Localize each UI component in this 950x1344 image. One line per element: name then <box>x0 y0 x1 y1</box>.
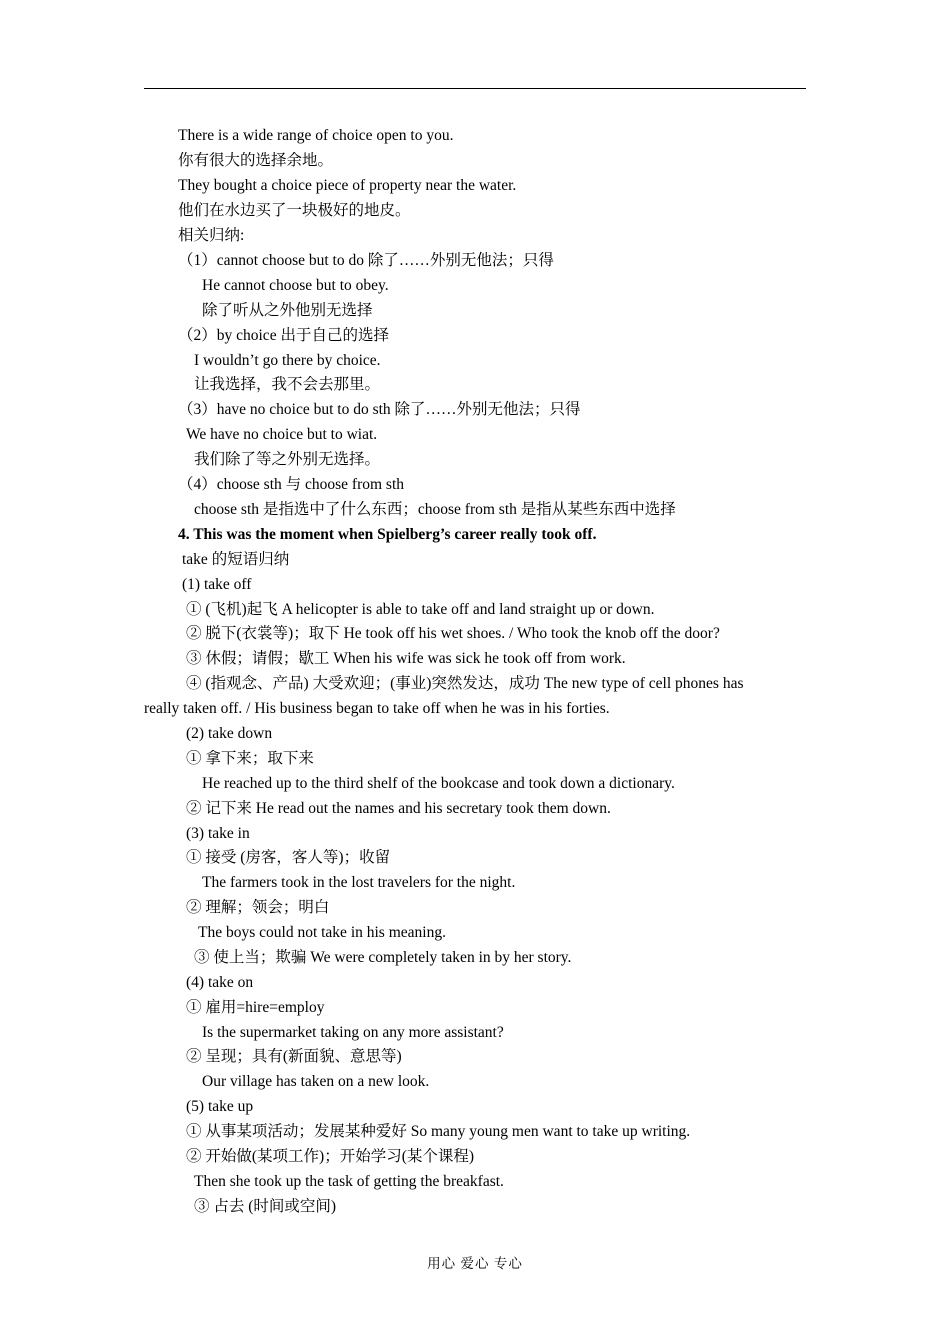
sense-item: ① 从事某项活动；发展某种爱好 So many young men want to take up writing. <box>186 1123 691 1140</box>
sense-item: ③ 使上当；欺骗 We were completely taken in by her story. <box>194 949 572 966</box>
list-item: （3）have no choice but to do sth 除了……外别无他法；只得 <box>178 401 581 418</box>
list-item: （2）by choice 出于自己的选择 <box>178 327 389 344</box>
phrase-heading: (2) take down <box>186 725 273 742</box>
text-line: 你有很大的选择余地。 <box>178 152 334 169</box>
sense-item: ① 接受 (房客，客人等)；收留 <box>186 849 391 866</box>
phrase-heading: (4) take on <box>186 974 254 991</box>
example-translation: 除了听从之外他别无选择 <box>202 302 373 319</box>
example-sentence: The farmers took in the lost travelers for the night. <box>202 874 516 891</box>
section-heading: 4. This was the moment when Spielberg’s career really took off. <box>178 526 597 543</box>
example-translation: 让我选择，我不会去那里。 <box>194 376 381 393</box>
list-item: （1）cannot choose but to do 除了……外别无他法；只得 <box>178 252 554 269</box>
sense-item: ② 脱下(衣裳等)；取下 He took off his wet shoes. / Who took the knob off the door? <box>186 625 720 642</box>
example-sentence: We have no choice but to wiat. <box>186 426 378 443</box>
example-translation: 我们除了等之外别无选择。 <box>194 451 381 468</box>
sense-item: ① 雇用=hire=employ <box>186 999 325 1016</box>
phrase-heading: (5) take up <box>186 1098 254 1115</box>
sense-item: ④ (指观念、产品) 大受欢迎；(事业)突然发达，成功 The new type of cell phones has <box>186 675 744 692</box>
sense-item: ③ 休假；请假；歇工 When his wife was sick he took off from work. <box>186 650 626 667</box>
text-line: They bought a choice piece of property near the water. <box>178 177 517 194</box>
header-rule <box>144 88 806 89</box>
sense-item: ③ 占去 (时间或空间) <box>194 1198 337 1215</box>
example-sentence: He reached up to the third shelf of the bookcase and took down a dictionary. <box>202 775 675 792</box>
sense-item: ① 拿下来；取下来 <box>186 750 314 767</box>
phrase-heading: (1) take off <box>182 576 252 593</box>
explanation: choose sth 是指选中了什么东西；choose from sth 是指从某些东西中选择 <box>194 501 676 518</box>
sense-item: ① (飞机)起飞 A helicopter is able to take off and land straight up or down. <box>186 601 655 618</box>
sense-item: ② 开始做(某项工作)；开始学习(某个课程) <box>186 1148 475 1165</box>
example-sentence: Then she took up the task of getting the breakfast. <box>194 1173 504 1190</box>
example-sentence: Is the supermarket taking on any more assistant? <box>202 1024 504 1041</box>
text-line: There is a wide range of choice open to you. <box>178 127 454 144</box>
sense-item: ② 理解；领会；明白 <box>186 899 330 916</box>
sense-item: ② 记下来 He read out the names and his secretary took them down. <box>186 800 611 817</box>
page-footer: 用心 爱心 专心 <box>427 1256 523 1271</box>
section-label: 相关归纳: <box>178 227 245 244</box>
example-sentence: I wouldn’t go there by choice. <box>194 352 381 369</box>
example-sentence: The boys could not take in his meaning. <box>198 924 446 941</box>
text-line: 他们在水边买了一块极好的地皮。 <box>178 202 411 219</box>
section-label: take 的短语归纳 <box>182 551 290 568</box>
example-sentence: Our village has taken on a new look. <box>202 1073 430 1090</box>
sense-item: ② 呈现；具有(新面貌、意思等) <box>186 1048 402 1065</box>
sense-item-continuation: really taken off. / His business began to take off when he was in his forties. <box>144 700 610 717</box>
example-sentence: He cannot choose but to obey. <box>202 277 389 294</box>
list-item: （4）choose sth 与 choose from sth <box>178 476 405 493</box>
phrase-heading: (3) take in <box>186 825 250 842</box>
